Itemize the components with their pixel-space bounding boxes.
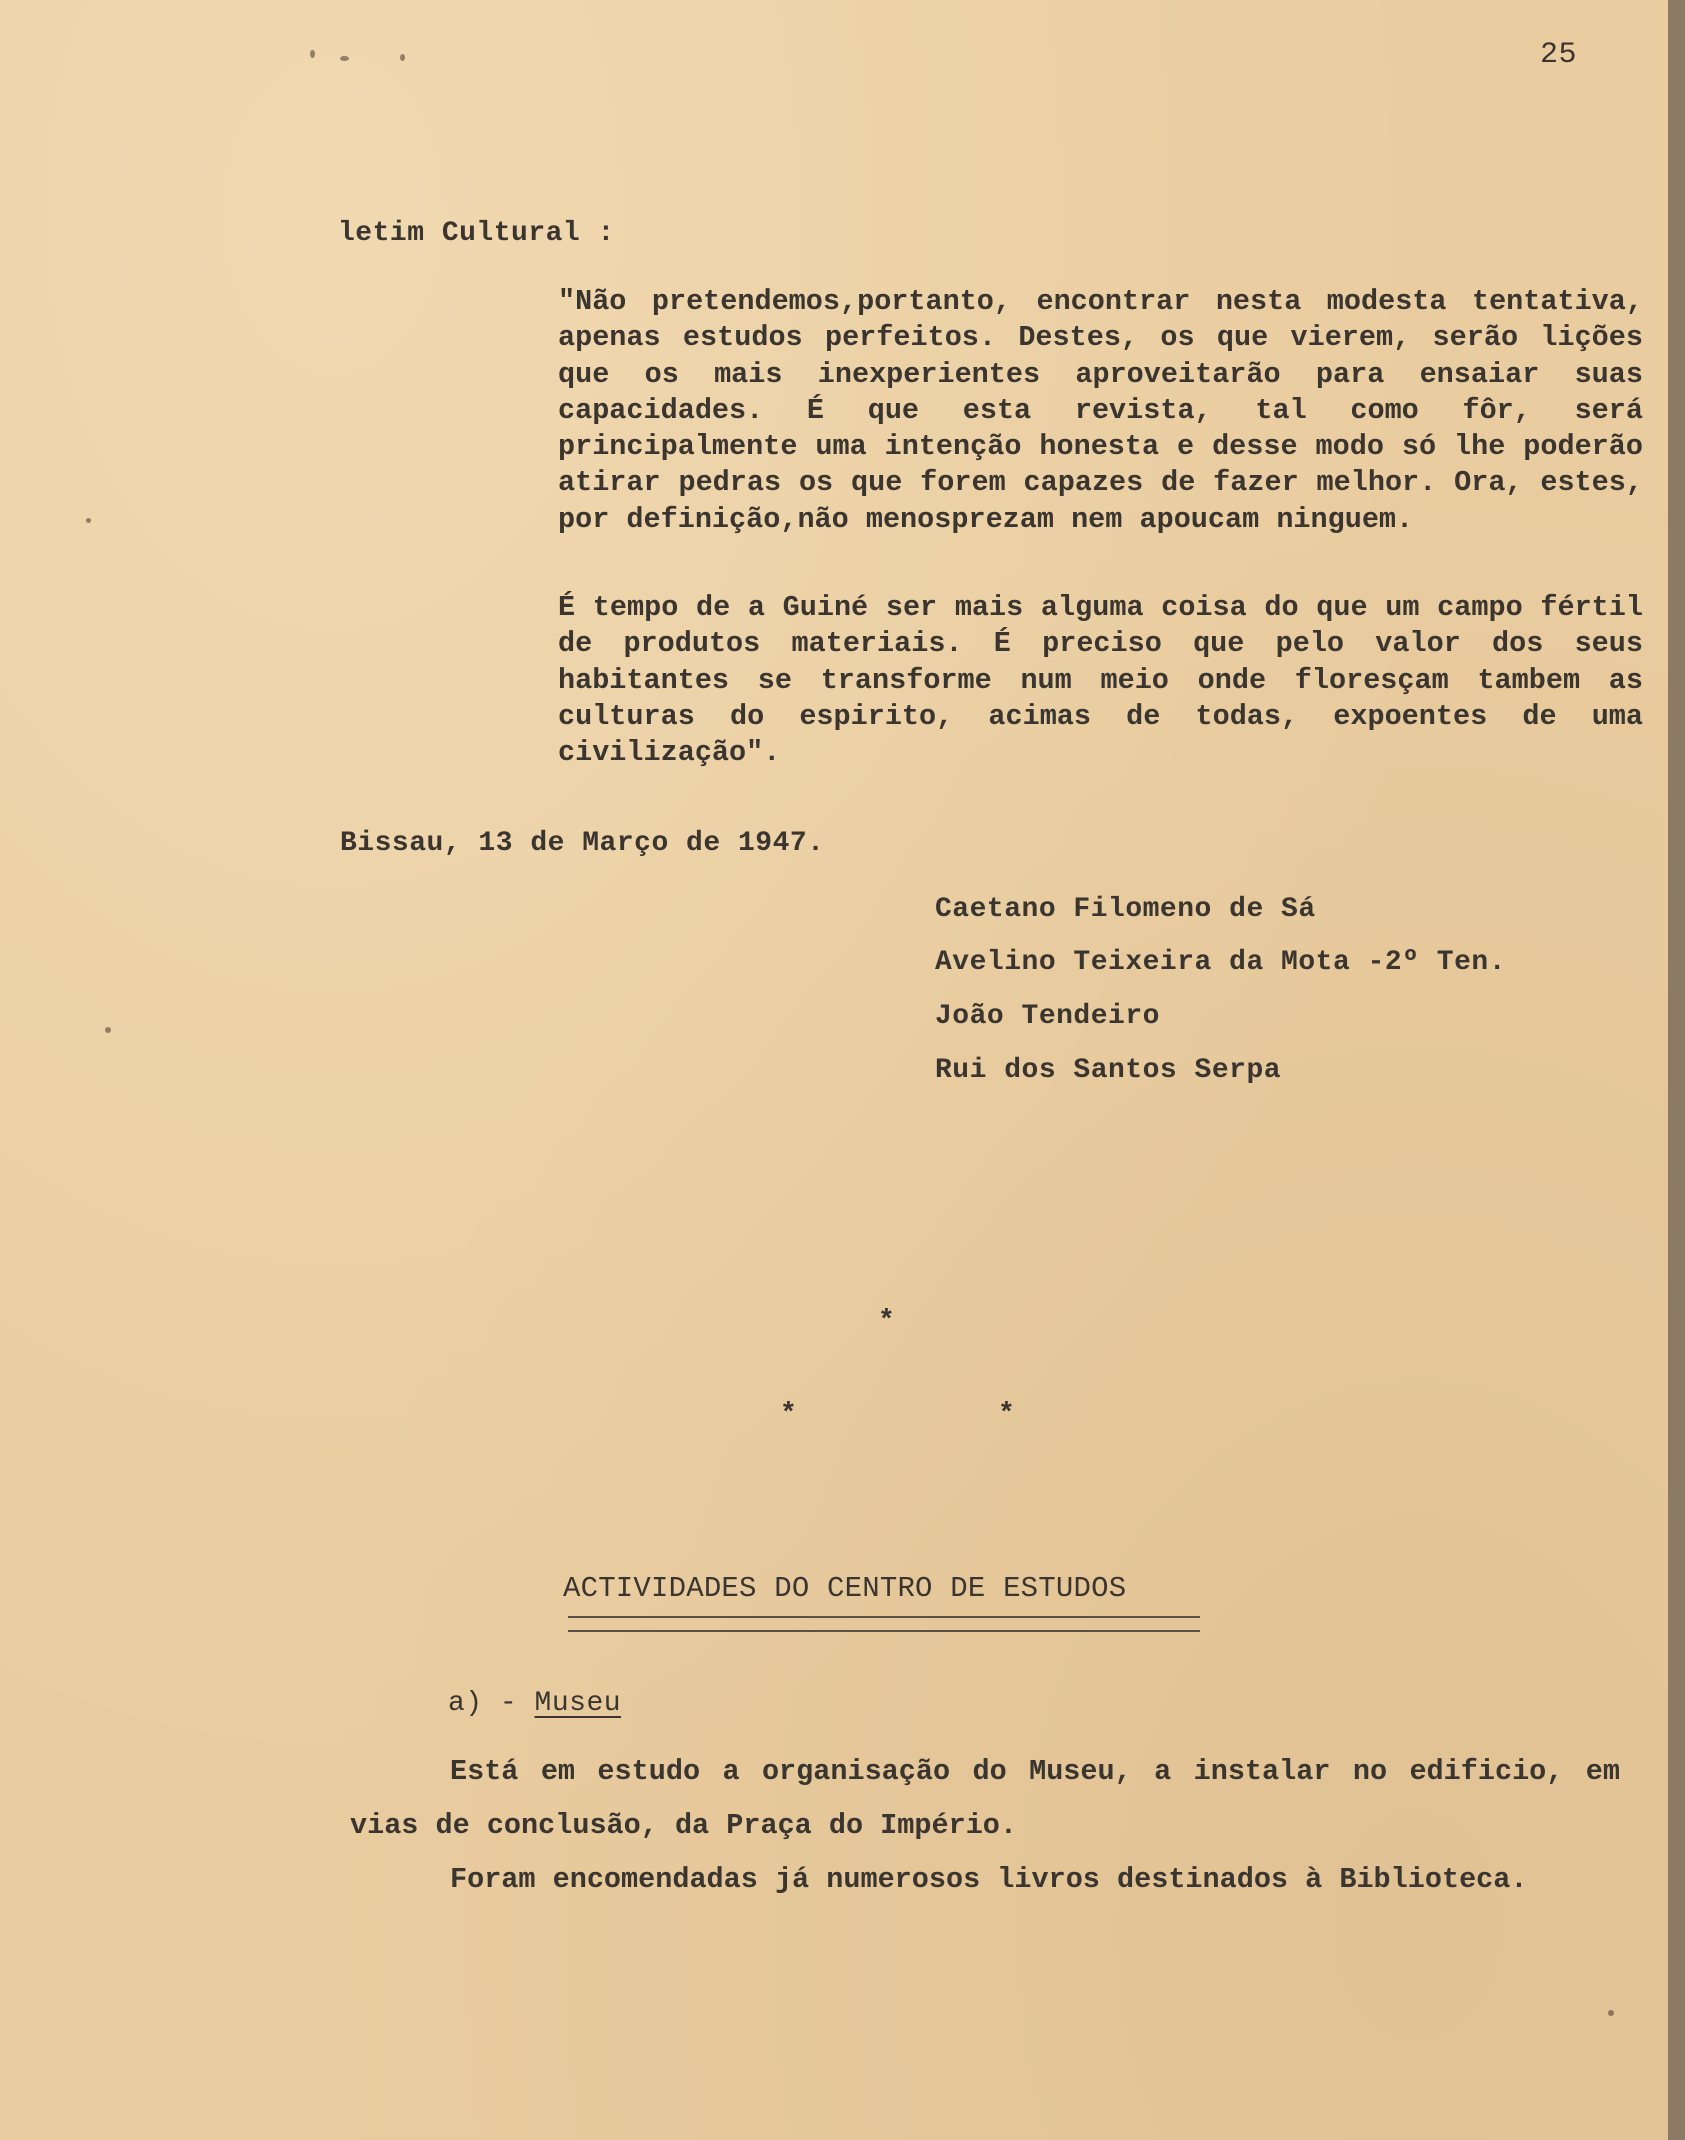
section-ornament: * bbox=[998, 1399, 1015, 1430]
signatory: João Tendeiro bbox=[935, 1001, 1160, 1032]
signatory: Rui dos Santos Serpa bbox=[935, 1055, 1282, 1086]
paper-blemish bbox=[1608, 2010, 1614, 2016]
paper-blemish bbox=[400, 54, 405, 61]
signatory: Caetano Filomeno de Sá bbox=[935, 894, 1316, 925]
paper-blemish bbox=[340, 56, 349, 61]
dateline: Bissau, 13 de Março de 1947. bbox=[340, 828, 825, 859]
body-paragraph: Está em estudo a organisação do Museu, a instalar no edificio, em vias de conclusão, da Praça do Império. bbox=[350, 1755, 1620, 1842]
paper-blemish bbox=[86, 518, 91, 523]
quote-paragraph: É tempo de a Guiné ser mais alguma coisa do que um campo fértil de produtos materiais. É preciso que pelo valor dos seus habitantes se transforme num meio onde floresçam tambem as culturas do espirito, acimas de todas, expoentes de uma civilização". bbox=[558, 591, 1643, 770]
subsection-prefix: a) - bbox=[448, 1688, 518, 1719]
paper-blemish bbox=[105, 1027, 111, 1033]
quote-paragraph: "Não pretendemos,portanto, encontrar nesta modesta tentativa, apenas estudos perfeitos. Destes, os que vierem, serão lições que os mais inexperientes aproveitarão para ensaiar suas capacidades. É que esta revista, tal como fôr, será principalmente uma intenção honesta e desse modo só lhe poderão atirar pedras os que forem capazes de fazer melhor. Ora, estes, por definição,não menosprezam nem apoucam ninguem. bbox=[558, 285, 1643, 536]
paper-blemish bbox=[310, 50, 315, 58]
subsection-name: Museu bbox=[534, 1688, 622, 1719]
page-edge-shadow bbox=[1668, 0, 1685, 2140]
section-heading: ACTIVIDADES DO CENTRO DE ESTUDOS bbox=[563, 1572, 1127, 1605]
page-number: 25 bbox=[1540, 38, 1578, 72]
subsection-title bbox=[448, 1688, 639, 1719]
section-ornament: * bbox=[878, 1306, 895, 1337]
lead-in-text: letim Cultural : bbox=[338, 218, 615, 249]
section-ornament: * bbox=[780, 1399, 797, 1430]
heading-double-rule bbox=[568, 1616, 1200, 1632]
body-paragraph: Foram encomendadas já numerosos livros destinados à Biblioteca. bbox=[450, 1863, 1528, 1896]
signatory: Avelino Teixeira da Mota -2º Ten. bbox=[935, 947, 1506, 978]
